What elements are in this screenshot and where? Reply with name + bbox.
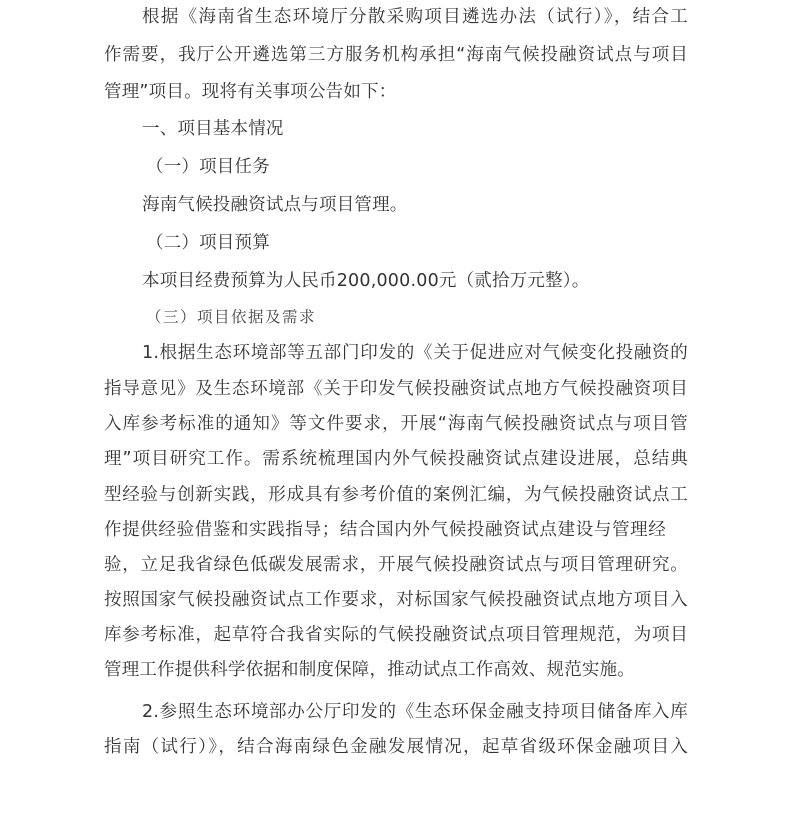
item1-line-8: 按照国家气候投融资试点工作要求，对标国家气候投融资试点地方项目入	[104, 590, 688, 610]
item1-line-7: 验，立足我省绿色低碳发展需求，开展气候投融资试点与项目管理研究。	[104, 555, 688, 575]
intro-line-2: 作需要，我厅公开遴选第三方服务机构承担“海南气候投融资试点与项目	[104, 45, 688, 65]
subsection-heading-basis: （三）项目依据及需求	[146, 308, 317, 326]
item1-line-1: 1.根据生态环境部等五部门印发的《关于促进应对气候变化投融资的	[142, 343, 688, 363]
item1-line-5: 型经验与创新实践，形成具有参考价值的案例汇编，为气候投融资试点工	[104, 485, 688, 505]
intro-line-1: 根据《海南省生态环境厅分散采购项目遴选办法（试行）》，结合工	[142, 7, 688, 27]
subsection-heading-budget: （二）项目预算	[146, 233, 270, 253]
item1-line-9: 库参考标准，起草符合我省实际的气候投融资试点项目管理规范，为项目	[104, 625, 688, 645]
intro-line-3: 管理”项目。现将有关事项公告如下：	[104, 82, 397, 102]
subsection-content-task: 海南气候投融资试点与项目管理。	[142, 195, 408, 215]
item2-line-1: 2.参照生态环境部办公厅印发的《生态环保金融支持项目储备库入库	[142, 702, 688, 722]
subsection-content-budget: 本项目经费预算为人民币200,000.00元（贰拾万元整）。	[142, 271, 590, 291]
item1-line-4: 理”项目研究工作。需系统梳理国内外气候投融资试点建设进展，总结典	[104, 449, 688, 469]
item1-line-3: 入库参考标准的通知》等文件要求，开展“海南气候投融资试点与项目管	[104, 414, 688, 434]
item2-line-2: 指南（试行）》，结合海南绿色金融发展情况，起草省级环保金融项目入	[104, 737, 688, 757]
item1-line-10: 管理工作提供科学依据和制度保障，推动试点工作高效、规范实施。	[104, 660, 635, 680]
section-heading-basic-info: 一、项目基本情况	[142, 119, 284, 139]
item1-line-2: 指导意见》及生态环境部《关于印发气候投融资试点地方气候投融资项目	[104, 379, 688, 399]
item1-line-6: 作提供经验借鉴和实践指导；结合国内外气候投融资试点建设与管理经	[104, 520, 666, 540]
subsection-heading-task: （一）项目任务	[146, 157, 270, 177]
